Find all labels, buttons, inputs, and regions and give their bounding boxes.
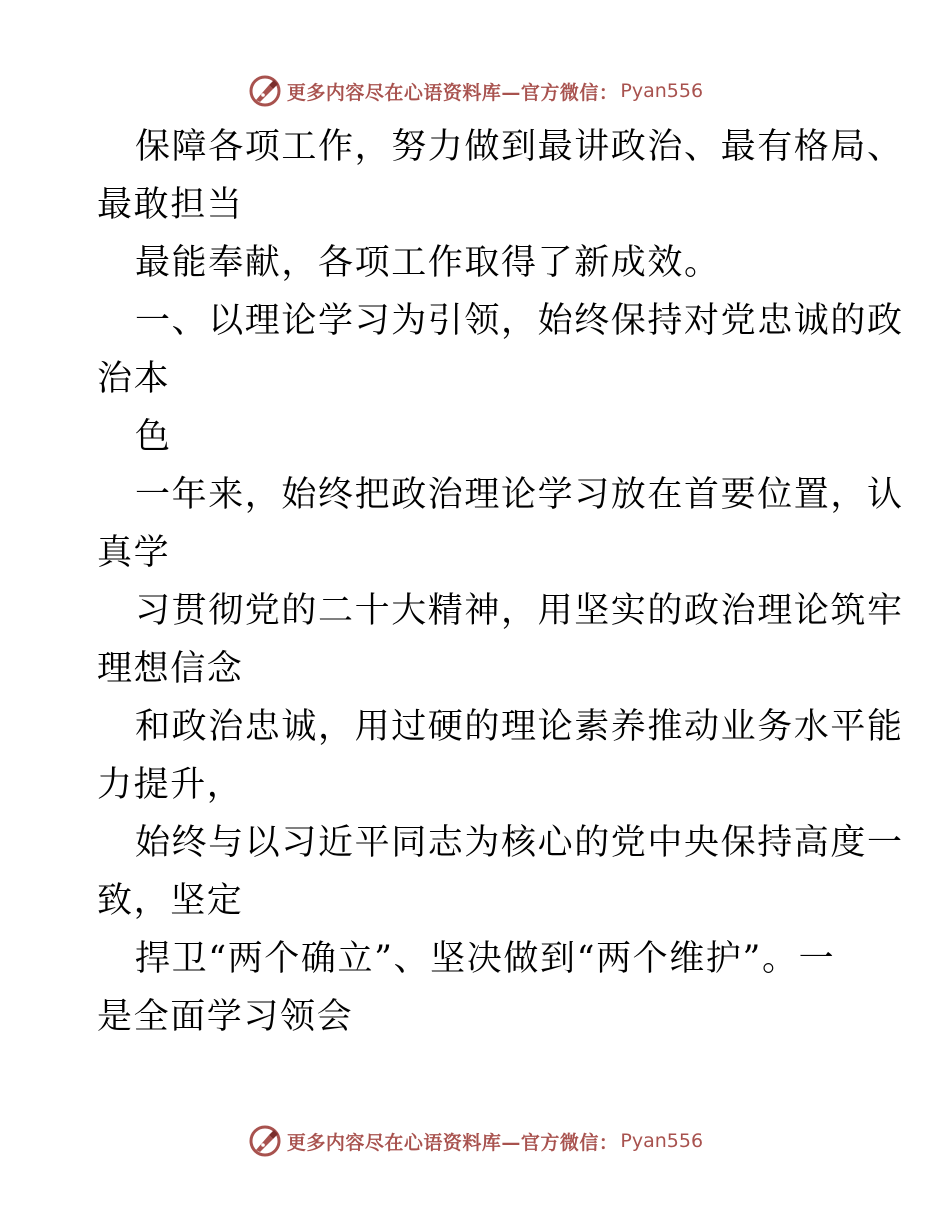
text-line: 最能奉献，各项工作取得了新成效。: [135, 243, 721, 283]
wechat-id: Pyan556: [620, 1130, 704, 1152]
watermark-text: 更多内容尽在心语资料库—官方微信：: [286, 1131, 619, 1154]
text-line: 始终与以习近平同志为核心的党中央保持高度一: [135, 823, 904, 863]
text-line: 真学: [97, 533, 171, 573]
text-line: 色: [135, 417, 172, 457]
text-line: 一、以理论学习为引领，始终保持对党忠诚的政: [135, 301, 904, 341]
text-line: 力提升，: [97, 765, 244, 805]
pen-nib-logo-icon: [247, 1123, 283, 1159]
wechat-id: Pyan556: [620, 80, 704, 102]
text-line: 治本: [97, 359, 171, 399]
document-body: [97, 118, 904, 1046]
watermark-text: 更多内容尽在心语资料库—官方微信：: [286, 81, 619, 104]
text-line: 习贯彻党的二十大精神，用坚实的政治理论筑牢: [135, 591, 904, 631]
text-line: 理想信念: [97, 649, 244, 689]
text-line: 和政治忠诚，用过硬的理论素养推动业务水平能: [135, 707, 904, 747]
text-line: 最敢担当: [97, 185, 244, 225]
text-line: 是全面学习领会: [97, 997, 354, 1037]
text-line: 捍卫“两个确立”、坚决做到“两个维护”。一: [135, 939, 836, 979]
text-line: 一年来，始终把政治理论学习放在首要位置，认: [135, 475, 904, 515]
text-line: 保障各项工作，努力做到最讲政治、最有格局、: [135, 127, 904, 167]
footer-watermark: [0, 1121, 950, 1161]
text-line: 致，坚定: [97, 881, 244, 921]
pen-nib-logo-icon: [247, 73, 283, 109]
header-watermark: [0, 71, 950, 111]
